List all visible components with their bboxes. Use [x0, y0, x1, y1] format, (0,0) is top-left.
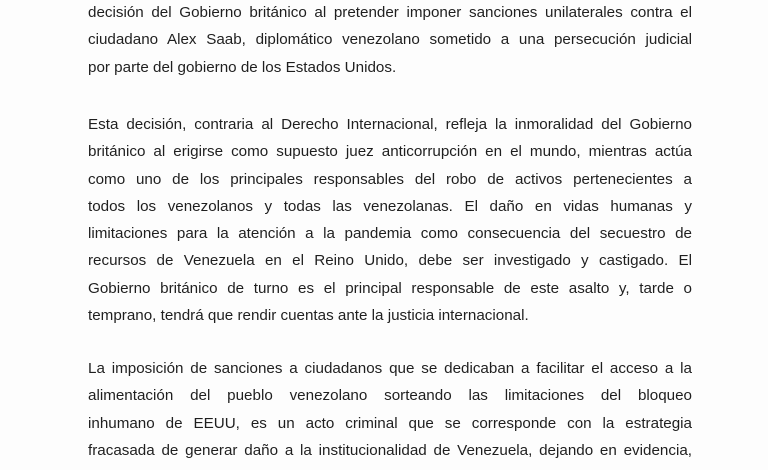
paragraph-1-line-2: ciudadano Alex Saab, diplomático venezolano sometido a una persecución judicial — [88, 31, 692, 49]
paragraph-2-line-1: Esta decisión, contraria al Derecho Internacional, refleja la inmoralidad del Gobierno — [88, 116, 692, 133]
paragraph-3-line-3: inhumano de EEUU, es un acto criminal que se corresponde con la estrategia — [88, 414, 692, 432]
paragraph-2 — [88, 111, 692, 329]
paragraph-3-line-1: La imposición de sanciones a ciudadanos que se dedicaban a facilitar el acceso a la — [88, 360, 692, 377]
paragraph-3 — [88, 355, 692, 464]
paragraph-1-line-1: decisión del Gobierno británico al pretender imponer sanciones unilaterales contra el — [88, 4, 692, 21]
paragraph-2-line-5: limitaciones para la atención a la pandemia como consecuencia del secuestro de — [88, 225, 692, 243]
paragraph-3-line-2: alimentación del pueblo venezolano sorteando las limitaciones del bloqueo — [88, 387, 692, 405]
paragraph-2-line-2: británico al erigirse como supuesto juez anticorrupción en el mundo, mientras actúa — [88, 143, 692, 161]
paragraph-2-line-6: recursos de Venezuela en el Reino Unido, debe ser investigado y castigado. El — [88, 252, 692, 270]
paragraph-3-line-4: fracasada de generar daño a la institucionalidad de Venezuela, dejando en evidencia, — [88, 441, 692, 459]
paragraph-1 — [88, 0, 692, 81]
paragraph-2-line-7: Gobierno británico de turno es el principal responsable de este asalto y, tarde o — [88, 279, 692, 297]
paragraph-1-line-3: por parte del gobierno de los Estados Unidos. — [88, 58, 397, 76]
paragraph-2-line-4: todos los venezolanos y todas las venezolanas. El daño en vidas humanas y — [88, 197, 692, 215]
paragraph-2-line-8: temprano, tendrá que rendir cuentas ante la justicia internacional. — [88, 307, 529, 325]
paragraph-2-line-3: como uno de los principales responsables del robo de activos pertenecientes a — [88, 170, 692, 188]
